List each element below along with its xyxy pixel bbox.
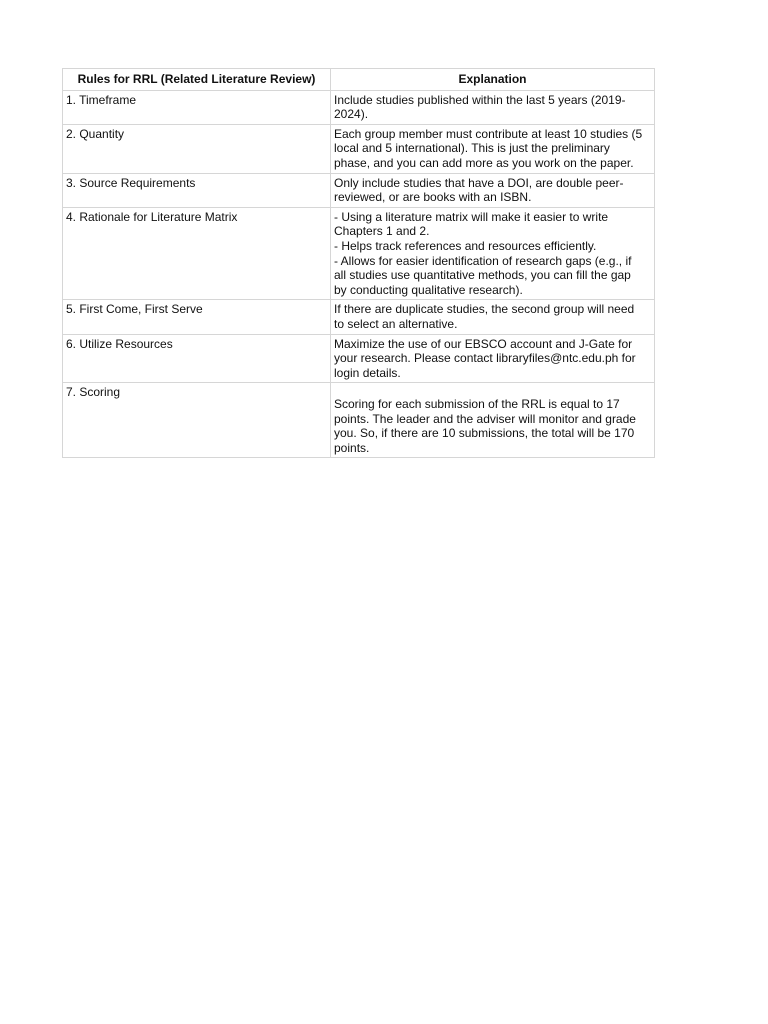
table-row-utilize-resources	[63, 334, 655, 383]
rrl-rules-table	[62, 68, 655, 458]
cell-rule: 6. Utilize Resources	[63, 334, 331, 383]
table-row-first-come	[63, 300, 655, 334]
cell-rule: 3. Source Requirements	[63, 173, 331, 207]
table-row-scoring	[63, 383, 655, 458]
cell-rule: 2. Quantity	[63, 124, 331, 173]
cell-explanation: Scoring for each submission of the RRL is equal to 17 points. The leader and the adviser will monitor and grade you. So, if there are 10 submissions, the total will be 170 points.	[331, 383, 655, 458]
cell-rule: 5. First Come, First Serve	[63, 300, 331, 334]
table-row-source-requirements	[63, 173, 655, 207]
cell-explanation: Include studies published within the last 5 years (2019- 2024).	[331, 90, 655, 124]
rrl-rules-sheet	[62, 68, 654, 458]
cell-explanation: Each group member must contribute at least 10 studies (5 local and 5 international). This is just the preliminary phase, and you can add more as you work on the paper.	[331, 124, 655, 173]
table-row-rationale	[63, 207, 655, 300]
table-row-timeframe	[63, 90, 655, 124]
table-row-quantity	[63, 124, 655, 173]
table-header-row	[63, 69, 655, 91]
cell-explanation: If there are duplicate studies, the second group will need to select an alternative.	[331, 300, 655, 334]
cell-rule: 1. Timeframe	[63, 90, 331, 124]
header-rule: Rules for RRL (Related Literature Review)	[63, 69, 331, 91]
cell-rule: 7. Scoring	[63, 383, 331, 458]
cell-explanation: Only include studies that have a DOI, are double peer- reviewed, or are books with an ISBN.	[331, 173, 655, 207]
cell-explanation: - Using a literature matrix will make it easier to write Chapters 1 and 2. - Helps track references and resources efficiently. - Allows for easier identification of research gaps (e.g., if all studies use quantitative methods, you can fill the gap by conducting qualitative research).	[331, 207, 655, 300]
cell-rule: 4. Rationale for Literature Matrix	[63, 207, 331, 300]
cell-explanation: Maximize the use of our EBSCO account and J-Gate for your research. Please contact libraryfiles@ntc.edu.ph for login details.	[331, 334, 655, 383]
header-explanation: Explanation	[331, 69, 655, 91]
